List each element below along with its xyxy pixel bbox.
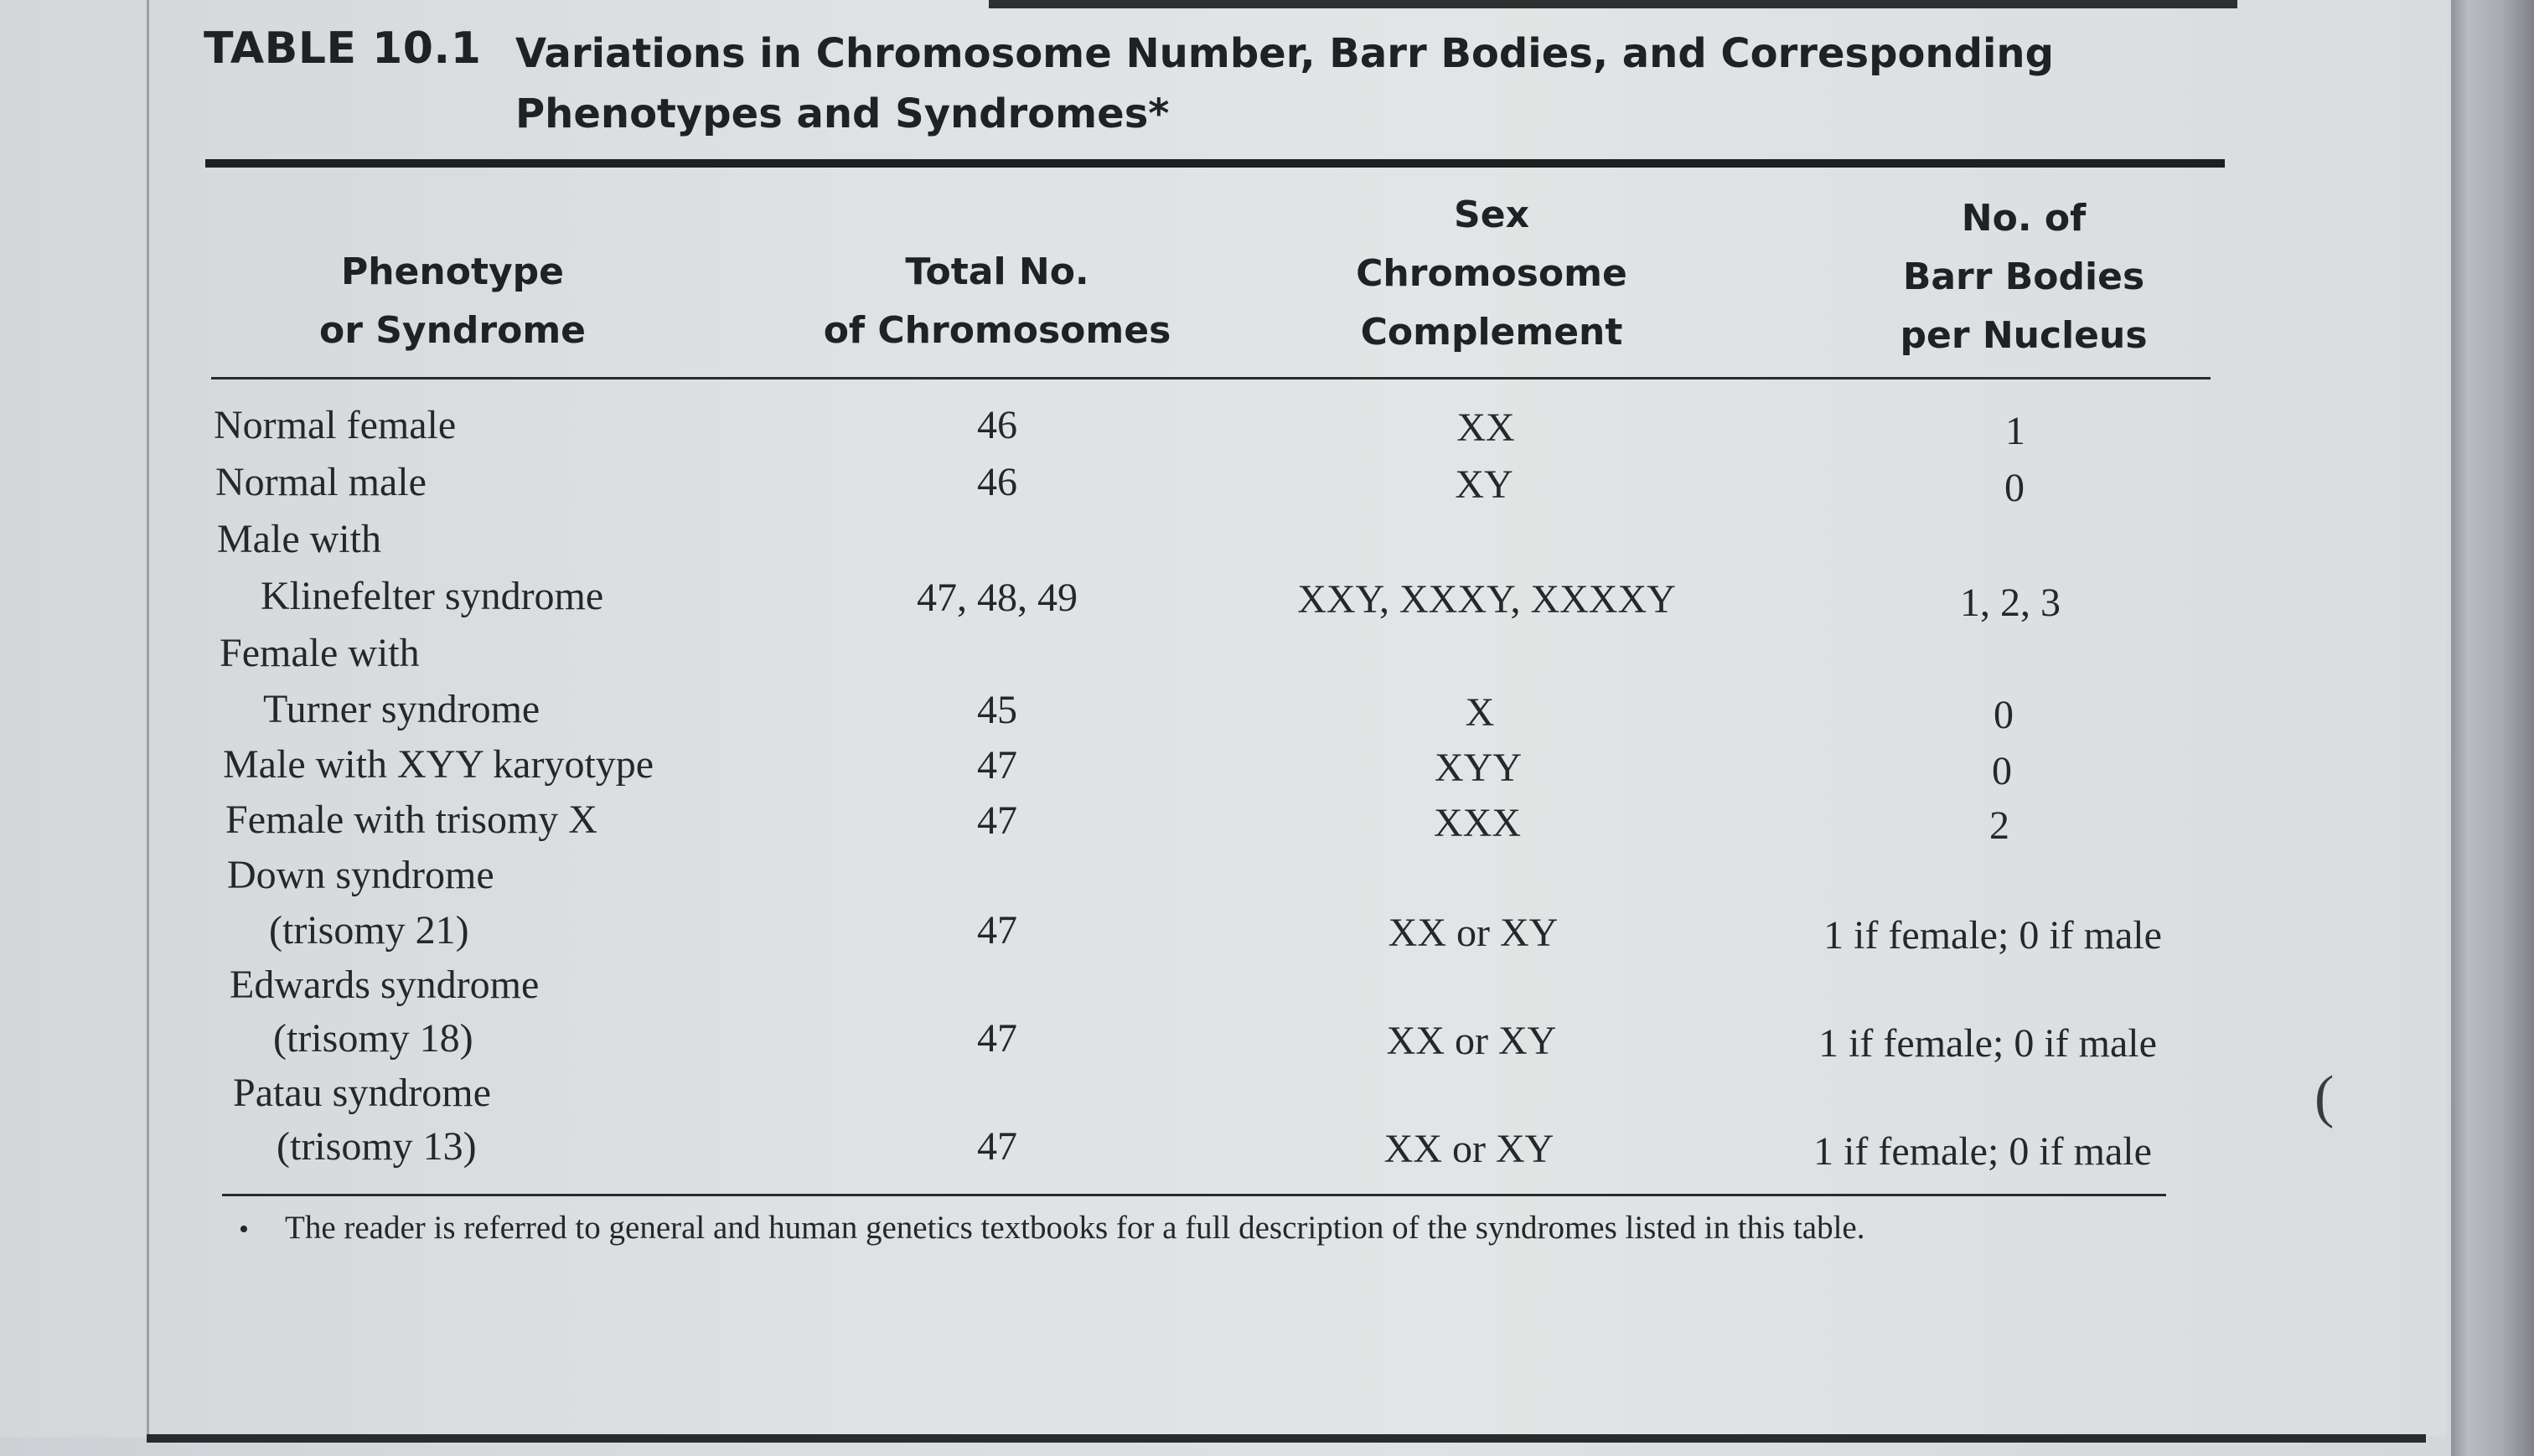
row-trisomy-x-phenotype: Female with trisomy X [225, 798, 597, 842]
row-patau-phenotype: Patau syndrome [233, 1071, 491, 1115]
row-turner-barr: 0 [1994, 693, 2014, 737]
row-edwards-complement: XX or XY [1386, 1019, 1557, 1063]
row-normal-female-barr: 1 [2005, 409, 2025, 453]
row-normal-female-total: 46 [977, 403, 1017, 447]
footnote-bullet: • [239, 1214, 249, 1245]
row-xyy-barr: 0 [1992, 749, 2012, 793]
row-normal-female-phenotype: Normal female [214, 403, 457, 447]
row-trisomy-x-total: 47 [977, 798, 1017, 843]
row-normal-male-phenotype: Normal male [215, 460, 427, 504]
row-normal-male-barr: 0 [2004, 466, 2025, 510]
row-trisomy-x-barr: 2 [1989, 803, 2009, 848]
row-edwards-total: 47 [977, 1016, 1017, 1061]
header-barr-bodies: No. of Barr Bodies per Nucleus [1900, 197, 2148, 357]
page-edge [2451, 0, 2534, 1456]
page-left-rule [147, 0, 149, 1437]
row-klinefelter-total: 47, 48, 49 [917, 576, 1078, 620]
row-turner-phenotype: Female with [220, 631, 420, 675]
row-patau-complement: XX or XY [1383, 1127, 1554, 1171]
row-down-complement: XX or XY [1388, 911, 1559, 955]
row-down-barr: 1 if female; 0 if male [1823, 913, 2162, 958]
row-edwards-subtitle: (trisomy 18) [273, 1016, 473, 1061]
table-title: Variations in Chromosome Number, Barr Bodies, and Corresponding Phenotypes and Syndromes* [515, 30, 2054, 137]
row-edwards-barr: 1 if female; 0 if male [1818, 1021, 2157, 1066]
row-normal-female-complement: XX [1456, 405, 1515, 450]
row-patau-total: 47 [977, 1124, 1017, 1169]
footnote-text: The reader is referred to general and human genetics textbooks for a full description of the syndromes listed in this table. [285, 1210, 1865, 1246]
header-rule [211, 377, 2211, 379]
row-klinefelter-barr: 1, 2, 3 [1960, 581, 2061, 625]
header-phenotype: Phenotype or Syndrome [318, 250, 587, 352]
title-rule [205, 159, 2225, 168]
row-down-subtitle: (trisomy 21) [269, 908, 469, 953]
row-turner-complement: X [1465, 690, 1495, 735]
margin-mark: ( [2314, 1065, 2335, 1129]
table-label: TABLE 10.1 [204, 23, 482, 74]
row-down-phenotype: Down syndrome [227, 853, 494, 897]
footnote [239, 1209, 1864, 1247]
header-total-chromosomes: Total No. of Chromosomes [823, 250, 1171, 352]
row-klinefelter-subtitle: Klinefelter syndrome [261, 574, 604, 618]
row-klinefelter-phenotype: Male with [217, 517, 381, 561]
row-down-total: 47 [977, 908, 1017, 953]
row-normal-male-complement: XY [1455, 462, 1513, 507]
row-edwards-phenotype: Edwards syndrome [230, 963, 540, 1007]
row-xyy-complement: XYY [1435, 746, 1522, 790]
row-xyy-total: 47 [977, 743, 1017, 787]
row-klinefelter-complement: XXY, XXXY, XXXXY [1297, 577, 1676, 622]
page-top-rule [989, 0, 2237, 8]
row-xyy-phenotype: Male with XYY karyotype [223, 742, 654, 787]
page-bottom-rule [147, 1434, 2426, 1443]
row-turner-total: 45 [977, 688, 1017, 732]
row-turner-subtitle: Turner syndrome [263, 687, 540, 731]
footer-rule [222, 1194, 2166, 1196]
header-sex-chromosome-complement: Sex Chromosome Complement [1356, 194, 1627, 354]
row-patau-barr: 1 if female; 0 if male [1813, 1129, 2152, 1174]
row-trisomy-x-complement: XXX [1434, 801, 1521, 845]
row-patau-subtitle: (trisomy 13) [277, 1124, 477, 1169]
row-normal-male-total: 46 [977, 460, 1017, 504]
